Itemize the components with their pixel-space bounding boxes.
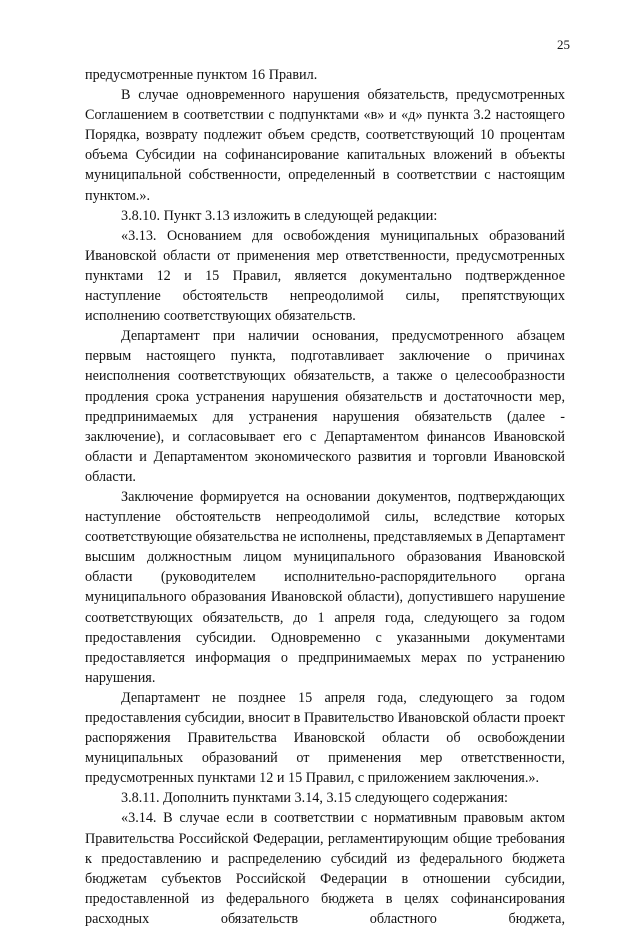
page-number: 25 — [557, 37, 570, 52]
paragraph-5: Департамент при наличии основания, предусмотренного абзацем первым настоящего пункта, подготавливает заключение о причинах неисполнения соответствующих обязательств, а также о целесообразности продления срока устранения нарушения обязательств и достаточности мер, предпринимаемых для устранения нарушения обязательств (далее - заключение), и согласовывает его с Департаментом финансов Ивановской области и Департаментом экономического развития и торговли Ивановской области. — [85, 328, 565, 485]
document-body — [85, 65, 565, 929]
paragraph-1: предусмотренные пунктом 16 Правил. — [85, 67, 318, 83]
paragraph-2: В случае одновременного нарушения обязательств, предусмотренных Соглашением в соответствии с подпунктами «в» и «д» пункта 3.2 настоящего Порядка, возврату подлежит объем средств, соответствующий 10 процентам объема Субсидии на софинансирование капитальных вложений в объекты муниципальной собственности, определенный в соответствии с настоящим пунктом.». — [85, 87, 565, 204]
paragraph-9: «3.14. В случае если в соответствии с нормативным правовым актом Правительства Российской Федерации, регламентирующим общие требования к предоставлению и распределению субсидий из федерального бюджета бюджетам субъектов Российской Федерации в отношении субсидии, предоставленной из федерального бюджета в целях софинансирования расходных обязательств областного бюджета, — [85, 810, 565, 927]
paragraph-4: «3.13. Основанием для освобождения муниципальных образований Ивановской области от применения мер ответственности, предусмотренных пунктами 12 и 15 Правил, является документально подтвержденное наступление обстоятельств непреодолимой силы, препятствующих исполнению соответствующих обязательств. — [85, 227, 565, 325]
paragraph-3: 3.8.10. Пункт 3.13 изложить в следующей редакции: — [121, 207, 438, 224]
paragraph-8: 3.8.11. Дополнить пунктами 3.14, 3.15 следующего содержания: — [121, 790, 508, 807]
paragraph-7: Департамент не позднее 15 апреля года, следующего за годом предоставления субсидии, вносит в Правительство Ивановской области проект распоряжения Правительства Ивановской области об освобождении муниципальных образований от применения мер ответственности, предусмотренных пунктами 12 и 15 Правил, с приложением заключения.». — [85, 689, 565, 787]
paragraph-6: Заключение формируется на основании документов, подтверждающих наступление обстоятельств непреодолимой силы, вследствие которых соответствующие обязательства не исполнены, представляемых в Департамент высшим должностным лицом муниципального образования Ивановской области (руководителем исполнительно-распорядительного органа муниципального образования Ивановской области), допустившего нарушение соответствующих обязательств, до 1 апреля года, следующего за годом предоставления субсидии. Одновременно с указанными документами предоставляется информация о предпринимаемых мерах по устранению нарушения. — [85, 488, 565, 686]
